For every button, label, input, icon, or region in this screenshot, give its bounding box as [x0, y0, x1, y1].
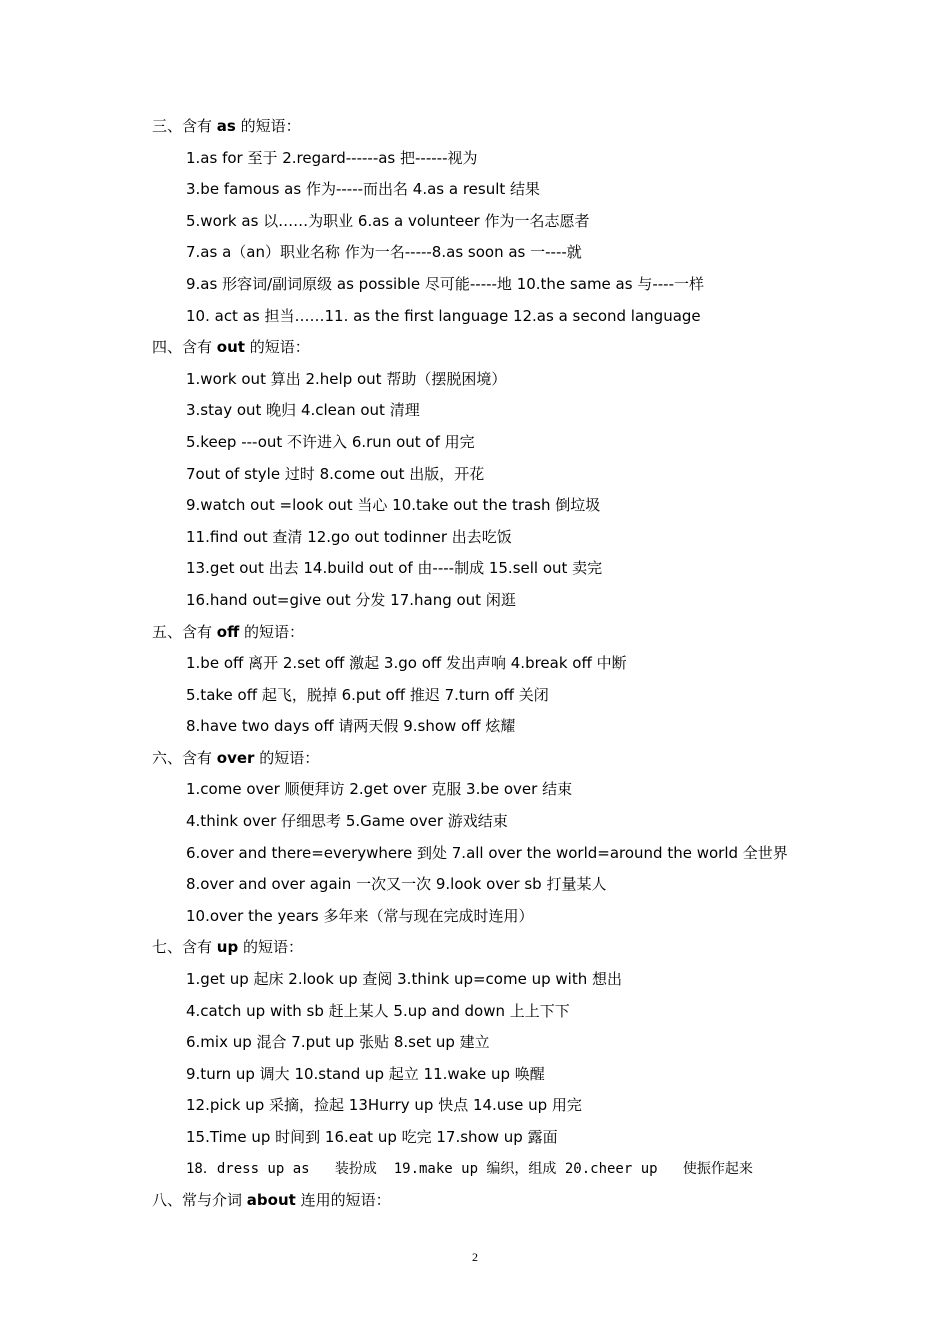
heading-suffix: 的短语： [244, 338, 310, 357]
heading-suffix: 的短语： [239, 622, 305, 641]
heading-suffix: 的短语： [235, 117, 301, 135]
phrase-line: 10. act as 担当……11. as the first language 12.as a second language [186, 306, 701, 325]
phrase-line: 4.catch up with sb 赶上某人 5.up and down 上上下下 [186, 1001, 570, 1020]
section-heading-off [0, 617, 950, 649]
heading-keyword: off [216, 622, 240, 641]
document-body [0, 111, 950, 1217]
heading-prefix: 七、含有 [152, 938, 217, 957]
phrase-line: 1.be off 离开 2.set off 激起 3.go off 发出声响 4.break off 中断 [186, 654, 627, 673]
phrase-line: 9.watch out =look out 当心 10.take out the trash 倒垃圾 [186, 496, 601, 515]
section-heading-about [0, 1185, 950, 1217]
heading-prefix: 五、含有 [152, 622, 217, 641]
phrase-line: 15.Time up 时间到 16.eat up 吃完 17.show up 露面 [186, 1128, 558, 1146]
phrase-line: 5.work as 以……为职业 6.as a volunteer 作为一名志愿者 [186, 211, 590, 230]
phrase-line: 11.find out 查清 12.go out todinner 出去吃饭 [186, 527, 512, 546]
heading-suffix: 连用的短语： [295, 1191, 391, 1210]
phrase-line: 10.over the years 多年来（常与现在完成时连用） [186, 906, 534, 925]
heading-keyword: out [216, 338, 245, 357]
phrase-line: 4.think over 仔细思考 5.Game over 游戏结束 [186, 812, 508, 831]
phrase-line: 12.pick up 采摘，捡起 13Hurry up 快点 14.use up 用完 [186, 1096, 582, 1115]
phrase-line: 1.as for 至于 2.regard------as 把------视为 [186, 148, 478, 167]
phrase-line: 5.take off 起飞，脱掉 6.put off 推迟 7.turn off 关闭 [186, 685, 549, 704]
section-heading-over [0, 743, 950, 775]
section-heading-up [0, 932, 950, 964]
phrase-line: 3.be famous as 作为-----而出名 4.as a result 结果 [186, 180, 541, 199]
phrase-line: 6.over and there=everywhere 到处 7.all over the world=around the world 全世界 [186, 843, 788, 862]
phrase-line: 3.stay out 晚归 4.clean out 清理 [186, 401, 420, 420]
heading-prefix: 八、常与介词 [152, 1191, 247, 1210]
phrase-line: 7.as a（an）职业名称 作为一名-----8.as soon as 一----就 [186, 243, 582, 262]
phrase-line: 9.as 形容词/副词原级 as possible 尽可能-----地 10.the same as 与----一样 [186, 274, 704, 293]
section-heading-out [0, 332, 950, 364]
phrase-line: 7out of style 过时 8.come out 出版，开花 [186, 464, 485, 483]
heading-prefix: 六、含有 [152, 748, 217, 767]
phrase-line: 6.mix up 混合 7.put up 张贴 8.set up 建立 [186, 1033, 490, 1052]
heading-prefix: 三、含有 [152, 117, 217, 135]
phrase-line: 8.have two days off 请两天假 9.show off 炫耀 [186, 717, 516, 736]
section-heading-as [0, 111, 950, 143]
heading-prefix: 四、含有 [152, 338, 217, 357]
heading-keyword: as [216, 117, 236, 135]
phrase-line: 13.get out 出去 14.build out of 由----制成 15.sell out 卖完 [186, 559, 603, 578]
heading-suffix: 的短语： [238, 938, 303, 957]
phrase-line: 9.turn up 调大 10.stand up 起立 11.wake up 唤醒 [186, 1064, 545, 1083]
phrase-line-monospace: 18．dress up as 装扮成 19.make up 编织，组成 20.cheer up 使振作起来 [186, 1160, 753, 1177]
phrase-line: 8.over and over again 一次又一次 9.look over sb 打量某人 [186, 875, 607, 894]
phrase-line: 1.get up 起床 2.look up 查阅 3.think up=come up with 想出 [186, 970, 622, 989]
phrase-line: 1.work out 算出 2.help out 帮助（摆脱困境） [186, 369, 507, 388]
heading-suffix: 的短语： [254, 748, 320, 767]
heading-keyword: over [216, 748, 255, 767]
heading-keyword: up [216, 938, 239, 957]
phrase-line: 1.come over 顺便拜访 2.get over 克服 3.be over 结束 [186, 780, 573, 799]
page-number: 2 [472, 1250, 478, 1264]
phrase-line: 16.hand out=give out 分发 17.hang out 闲逛 [186, 590, 516, 609]
heading-keyword: about [246, 1191, 296, 1210]
phrase-line: 5.keep ---out 不许进入 6.run out of 用完 [186, 432, 475, 451]
